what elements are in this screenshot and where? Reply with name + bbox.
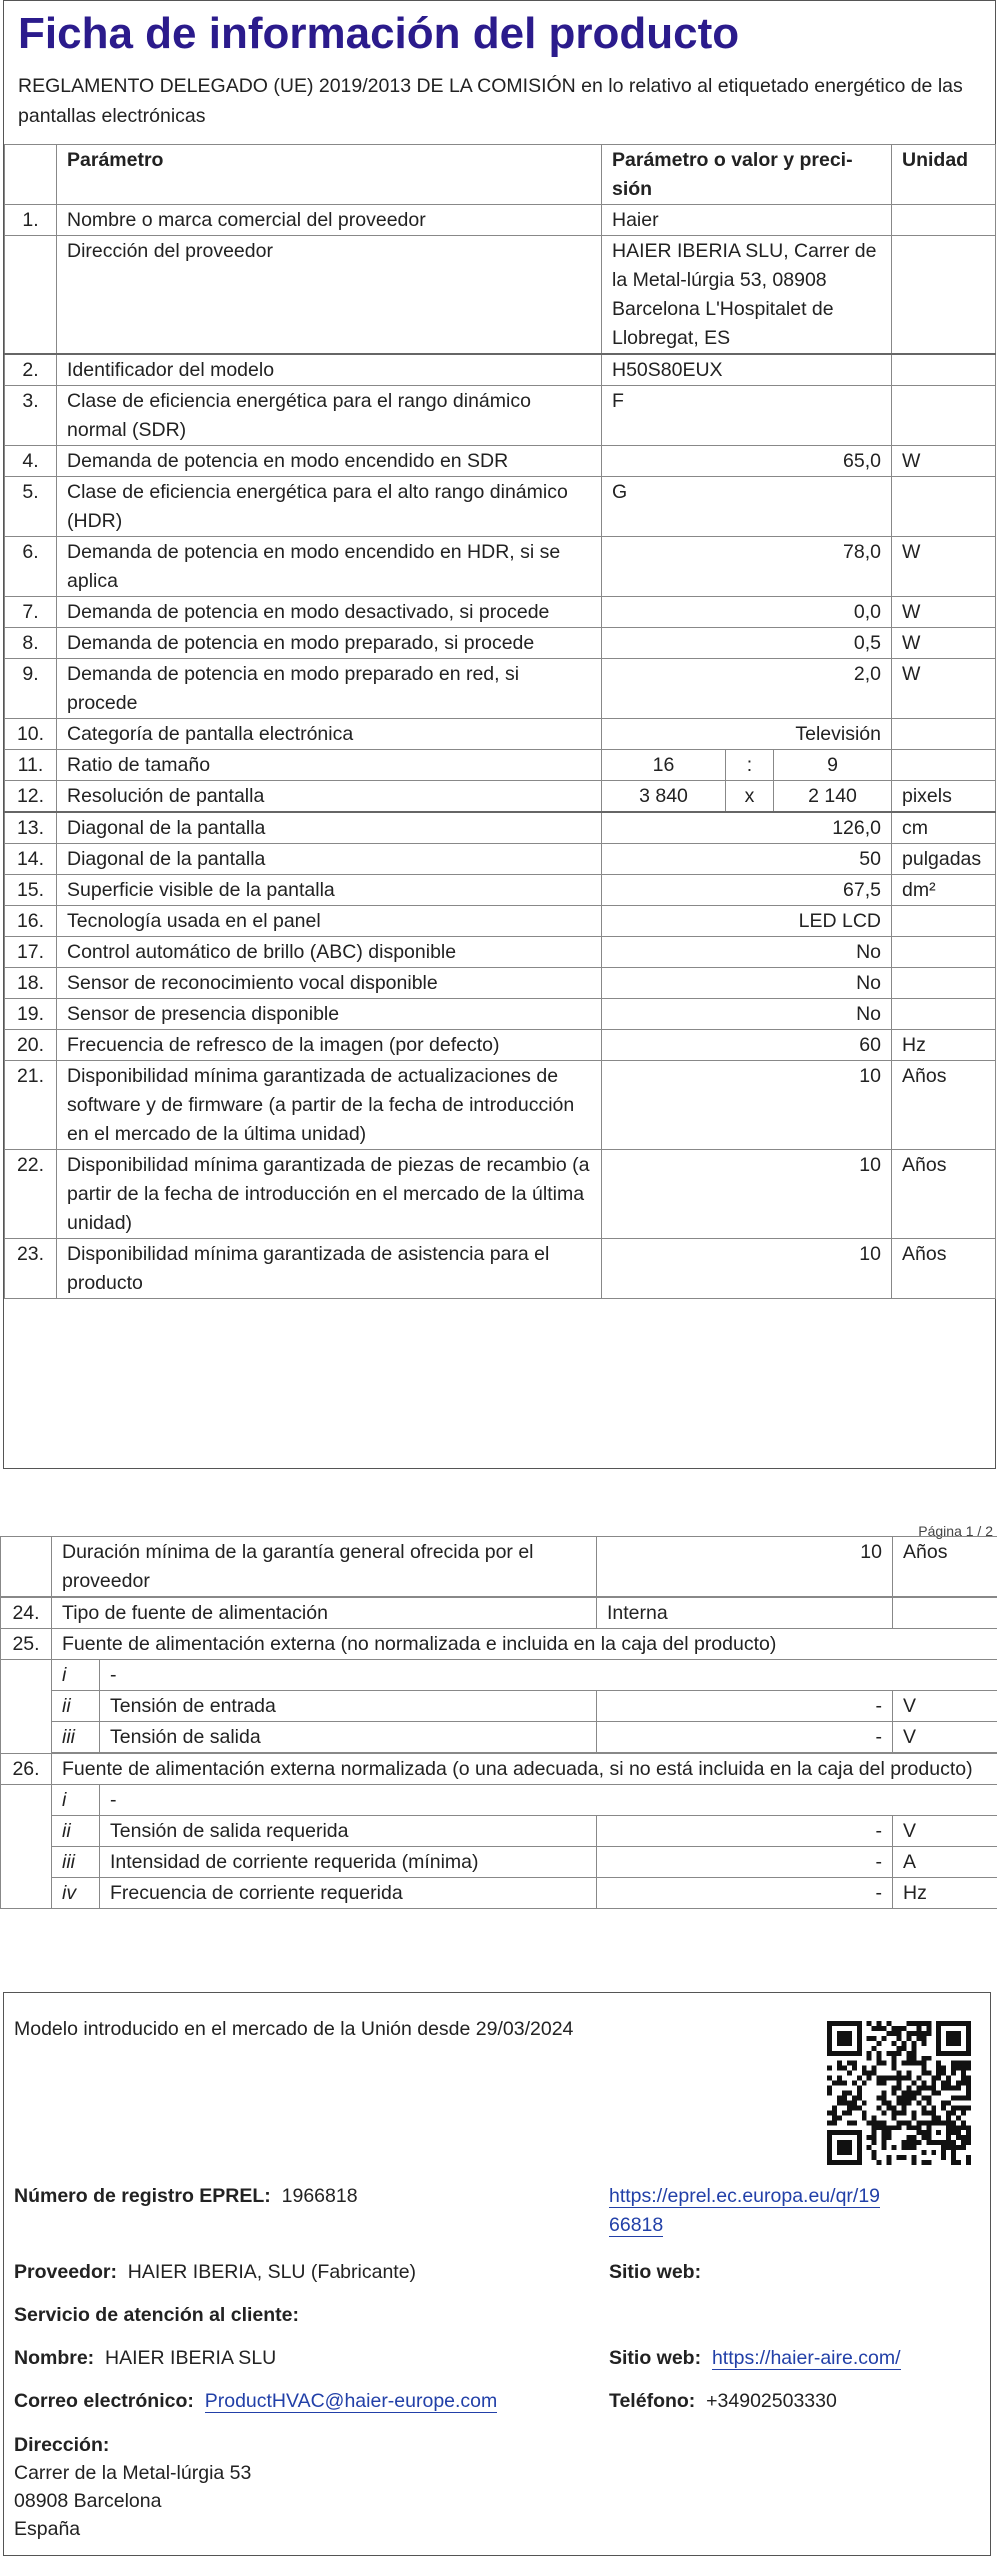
row-param: Disponibilidad mínima garantizada de actualizaciones de software y de firmware (a partir de la fecha de introducción en el mercado de la última unidad) (57, 1061, 602, 1150)
warranty-unit: Años (893, 1537, 997, 1598)
table-row: ii Tensión de entrada - V (1, 1691, 997, 1722)
row-param: Tecnología usada en el panel (57, 906, 602, 937)
row-param: Clase de eficiencia energética para el rango dinámico normal (SDR) (57, 386, 602, 446)
row-unit (892, 205, 996, 236)
eprel-link-continued[interactable]: 66818 (609, 2214, 664, 2236)
external-title: Fuente de alimentación externa (no normalizada e incluida en la caja del producto) (52, 1629, 997, 1660)
row-param: Superficie visible de la pantalla (57, 875, 602, 906)
row-number: 10. (5, 719, 57, 750)
email-label: Correo electrónico: (14, 2390, 194, 2412)
row-unit: Años (892, 1061, 996, 1150)
table-row (5, 875, 996, 906)
page-title: Ficha de información del producto (18, 9, 740, 58)
row-unit (892, 354, 996, 386)
row-value: 10 (602, 1150, 892, 1239)
row-number: 19. (5, 999, 57, 1030)
row-number: 15. (5, 875, 57, 906)
row-unit (892, 477, 996, 537)
row-number: 1. (5, 205, 57, 236)
row-number: 5. (5, 477, 57, 537)
table-row (5, 719, 996, 750)
row-number: 23. (5, 1239, 57, 1299)
table-row (5, 236, 996, 355)
table-header-row (5, 145, 996, 205)
row-number (5, 236, 57, 355)
row-param: Control automático de brillo (ABC) disponible (57, 937, 602, 968)
supplier-info-box (3, 1992, 991, 2556)
table-row (5, 968, 996, 999)
row-unit: dm² (892, 875, 996, 906)
row-unit (892, 968, 996, 999)
row-value: Televisión (602, 719, 892, 750)
table-row (5, 354, 996, 386)
website-label: Sitio web: (609, 2261, 702, 2283)
row-value: 126,0 (602, 812, 892, 844)
row-param: Frecuencia de refresco de la imagen (por defecto) (57, 1030, 602, 1061)
row-unit (892, 750, 996, 781)
row-unit: W (892, 537, 996, 597)
customer-service-label: Servicio de atención al cliente: (14, 2304, 300, 2326)
row-param: Clase de eficiencia energética para el alto rango dinámico (HDR) (57, 477, 602, 537)
row-value: LED LCD (602, 906, 892, 937)
haier-website-link[interactable]: https://haier-aire.com/ (711, 2347, 901, 2369)
table-row (5, 1150, 996, 1239)
row-value: No (602, 937, 892, 968)
row-number: 9. (5, 659, 57, 719)
row-value: H50S80EUX (602, 354, 892, 386)
power-supply-value: Interna (597, 1597, 893, 1629)
row-value: 60 (602, 1030, 892, 1061)
standard-title: Fuente de alimentación externa normalizada (o una adecuada, si no está incluida en la caja del producto) (52, 1753, 997, 1785)
row-number: 20. (5, 1030, 57, 1061)
row-param: Sensor de reconocimiento vocal disponible (57, 968, 602, 999)
row-number: 2. (5, 354, 57, 386)
row-value-b: 9 (774, 750, 892, 781)
row-number: 6. (5, 537, 57, 597)
row-value: No (602, 968, 892, 999)
warranty-param: Duración mínima de la garantía general ofrecida por el proveedor (52, 1537, 597, 1598)
table-row: 25. Fuente de alimentación externa (no normalizada e incluida en la caja del producto) (1, 1629, 997, 1660)
row-param: Demanda de potencia en modo preparado en red, si procede (57, 659, 602, 719)
table-row (1, 1537, 997, 1598)
row-param: Diagonal de la pantalla (57, 812, 602, 844)
name-value: HAIER IBERIA SLU (105, 2347, 277, 2369)
row-unit: cm (892, 812, 996, 844)
table-row (5, 844, 996, 875)
row-value: 78,0 (602, 537, 892, 597)
row-param: Sensor de presencia disponible (57, 999, 602, 1030)
row-param: Categoría de pantalla electrónica (57, 719, 602, 750)
email-link[interactable]: ProductHVAC@haier-europe.com (204, 2390, 498, 2412)
row-unit: pixels (892, 781, 996, 813)
row-unit: W (892, 628, 996, 659)
row-param: Nombre o marca comercial del proveedor (57, 205, 602, 236)
website2-label: Sitio web: (609, 2347, 702, 2369)
row-unit: pulgadas (892, 844, 996, 875)
spec-table (4, 144, 996, 1299)
warranty-value: 10 (597, 1537, 893, 1598)
table-row (5, 999, 996, 1030)
table-row (5, 937, 996, 968)
row-number: 17. (5, 937, 57, 968)
table-row (5, 1239, 996, 1299)
row-value: 0,5 (602, 628, 892, 659)
row-param: Demanda de potencia en modo encendido en HDR, si se aplica (57, 537, 602, 597)
row-unit: Años (892, 1239, 996, 1299)
row-unit (892, 386, 996, 446)
table-row (5, 906, 996, 937)
row-unit: W (892, 446, 996, 477)
row-unit (892, 906, 996, 937)
row-param: Disponibilidad mínima garantizada de asistencia para el producto (57, 1239, 602, 1299)
address-line-2: 08908 Barcelona (14, 2490, 162, 2512)
row-value: No (602, 999, 892, 1030)
row-value: G (602, 477, 892, 537)
address-line-3: España (14, 2518, 81, 2540)
regulation-text: REGLAMENTO DELEGADO (UE) 2019/2013 DE LA COMISIÓN en lo relativo al etiquetado energético de las pantallas electrónicas (18, 75, 963, 127)
table-row: i - (1, 1660, 997, 1691)
row-value: 65,0 (602, 446, 892, 477)
table-row (5, 812, 996, 844)
row-unit: Años (892, 1150, 996, 1239)
row-number: 16. (5, 906, 57, 937)
table-row (5, 1030, 996, 1061)
table-row (5, 205, 996, 236)
address-line-1: Carrer de la Metal-lúrgia 53 (14, 2462, 252, 2484)
row-value: F (602, 386, 892, 446)
table-row (5, 628, 996, 659)
table-row (5, 386, 996, 446)
row-unit (892, 719, 996, 750)
row-param: Diagonal de la pantalla (57, 844, 602, 875)
table-row: ii Tensión de salida requerida - V (1, 1816, 997, 1847)
row-value: 50 (602, 844, 892, 875)
table-row: i - (1, 1785, 997, 1816)
table-row (5, 446, 996, 477)
row-value: HAIER IBERIA SLU, Carrer de la Metal-lúrgia 53, 08908 Barcelona L'Hospitalet de Llobregat, ES (602, 236, 892, 355)
table-row: 24. Tipo de fuente de alimentación Interna (1, 1597, 997, 1629)
table-row (5, 659, 996, 719)
row-value-a: 3 840 (602, 781, 726, 813)
row-value: 2,0 (602, 659, 892, 719)
row-number: 22. (5, 1150, 57, 1239)
phone-label: Teléfono: (609, 2390, 696, 2412)
row-unit: Hz (892, 1030, 996, 1061)
row-value: 67,5 (602, 875, 892, 906)
row-param: Demanda de potencia en modo preparado, si procede (57, 628, 602, 659)
row-value: Haier (602, 205, 892, 236)
table-row: 26. Fuente de alimentación externa normalizada (o una adecuada, si no está incluida en la caja del producto) (1, 1753, 997, 1785)
row-unit (892, 937, 996, 968)
row-param: Ratio de tamaño (57, 750, 602, 781)
power-supply-param: Tipo de fuente de alimentación (52, 1597, 597, 1629)
address-label: Dirección: (14, 2434, 110, 2456)
row-separator: : (726, 750, 774, 781)
row-number: 8. (5, 628, 57, 659)
row-param: Disponibilidad mínima garantizada de piezas de recambio (a partir de la fecha de introducción en el mercado de la última unidad) (57, 1150, 602, 1239)
row-value-b: 2 140 (774, 781, 892, 813)
table-row: iv Frecuencia de corriente requerida - Hz (1, 1878, 997, 1909)
table-row: iii Intensidad de corriente requerida (mínima) - A (1, 1847, 997, 1878)
phone-value: +34902503330 (706, 2390, 837, 2412)
table-row (5, 537, 996, 597)
page-number: Página 1 / 2 (918, 1523, 993, 1539)
row-value: 0,0 (602, 597, 892, 628)
eprel-number: 1966818 (281, 2185, 358, 2207)
row-number: 7. (5, 597, 57, 628)
market-date-text: Modelo introducido en el mercado de la Unión desde 29/03/2024 (14, 2018, 574, 2040)
page-one (3, 0, 996, 1469)
table-row (5, 477, 996, 537)
row-value: 10 (602, 1239, 892, 1299)
row-number: 11. (5, 750, 57, 781)
row-unit: W (892, 659, 996, 719)
row-param: Demanda de potencia en modo encendido en SDR (57, 446, 602, 477)
row-number: 12. (5, 781, 57, 813)
table-row: iii Tensión de salida - V (1, 1722, 997, 1754)
row-unit (892, 999, 996, 1030)
row-param: Demanda de potencia en modo desactivado, si procede (57, 597, 602, 628)
row-number: 4. (5, 446, 57, 477)
row-unit: W (892, 597, 996, 628)
row-number: 14. (5, 844, 57, 875)
table-row (5, 597, 996, 628)
name-label: Nombre: (14, 2347, 95, 2369)
supplier-label: Proveedor: (14, 2261, 117, 2283)
row-value-a: 16 (602, 750, 726, 781)
table-row (5, 781, 996, 813)
row-number: 13. (5, 812, 57, 844)
table-row (5, 750, 996, 781)
row-param: Identificador del modelo (57, 354, 602, 386)
row-separator: x (726, 781, 774, 813)
header-unit: Unidad (892, 145, 996, 205)
row-param: Resolución de pantalla (57, 781, 602, 813)
power-supply-table (0, 1536, 997, 1909)
row-value: 10 (602, 1061, 892, 1150)
row-number: 18. (5, 968, 57, 999)
row-param: Dirección del proveedor (57, 236, 602, 355)
eprel-label: Número de registro EPREL: (14, 2185, 271, 2207)
row-number: 21. (5, 1061, 57, 1150)
qr-code-icon[interactable] (827, 2021, 971, 2165)
table-row (5, 1061, 996, 1150)
row-unit (892, 236, 996, 355)
eprel-link[interactable]: https://eprel.ec.europa.eu/qr/19 (609, 2185, 881, 2207)
row-number: 3. (5, 386, 57, 446)
header-value: Parámetro o valor y preci- sión (602, 145, 892, 205)
header-param: Parámetro (57, 145, 602, 205)
supplier-value: HAIER IBERIA, SLU (Fabricante) (127, 2261, 417, 2283)
